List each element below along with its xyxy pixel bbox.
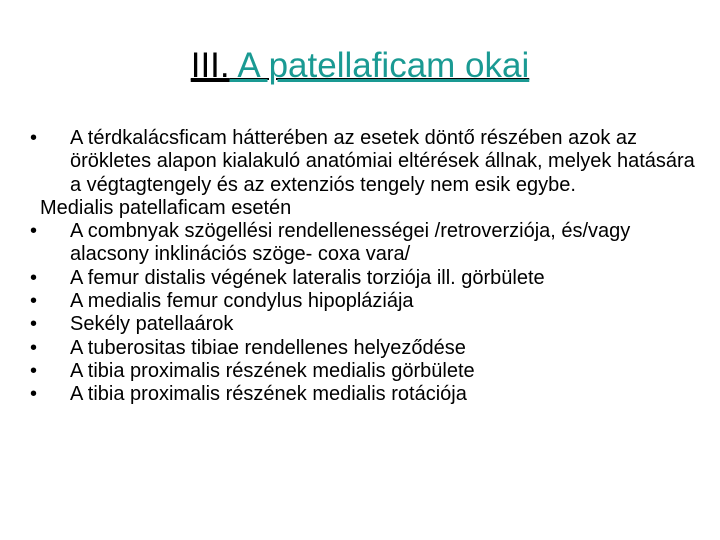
list-item	[28, 267, 708, 290]
title-text: A patellaficam okai	[229, 46, 530, 85]
bullet: •	[30, 359, 38, 382]
bullet: •	[30, 220, 38, 243]
list-item	[28, 383, 708, 406]
list-item-text: A femur distalis végének lateralis torziója ill. görbülete	[70, 266, 545, 289]
list-item-text: A tuberositas tibiae rendellenes helyeződése	[70, 336, 466, 359]
list-item-text: A térdkalácsficam hátterében az esetek döntő részében azok az örökletes alapon kialakuló anatómiai eltérések állnak, melyek hatására a végtagtengely és az extenziós tengely nem esik egybe.	[70, 127, 695, 196]
list-item-intro	[28, 127, 708, 197]
bullet: •	[30, 336, 38, 359]
bullet: •	[30, 383, 38, 406]
title-number: III.	[190, 46, 230, 85]
list-item	[28, 290, 708, 313]
list-item-text: Sekély patellaárok	[70, 313, 234, 336]
bullet: •	[30, 313, 38, 336]
list-item	[28, 360, 708, 383]
bullet: •	[30, 266, 38, 289]
list-item	[28, 337, 708, 360]
bullet: •	[30, 127, 38, 149]
list-item	[28, 220, 708, 267]
list-item-text: A tibia proximalis részének medialis rotációja	[70, 383, 467, 406]
list-item-text: A tibia proximalis részének medialis görbülete	[70, 359, 475, 382]
slide-body	[28, 127, 708, 407]
slide-title	[0, 42, 720, 90]
bullet: •	[30, 290, 38, 313]
list-item-text: A combnyak szögellési rendellenességei /retroverziója, és/vagy alacsony inklinációs szöge- coxa vara/	[70, 220, 631, 266]
list-item-text: A medialis femur condylus hipopláziája	[70, 290, 414, 313]
subheading: Medialis patellaficam esetén	[40, 196, 292, 219]
list-item	[28, 313, 708, 336]
